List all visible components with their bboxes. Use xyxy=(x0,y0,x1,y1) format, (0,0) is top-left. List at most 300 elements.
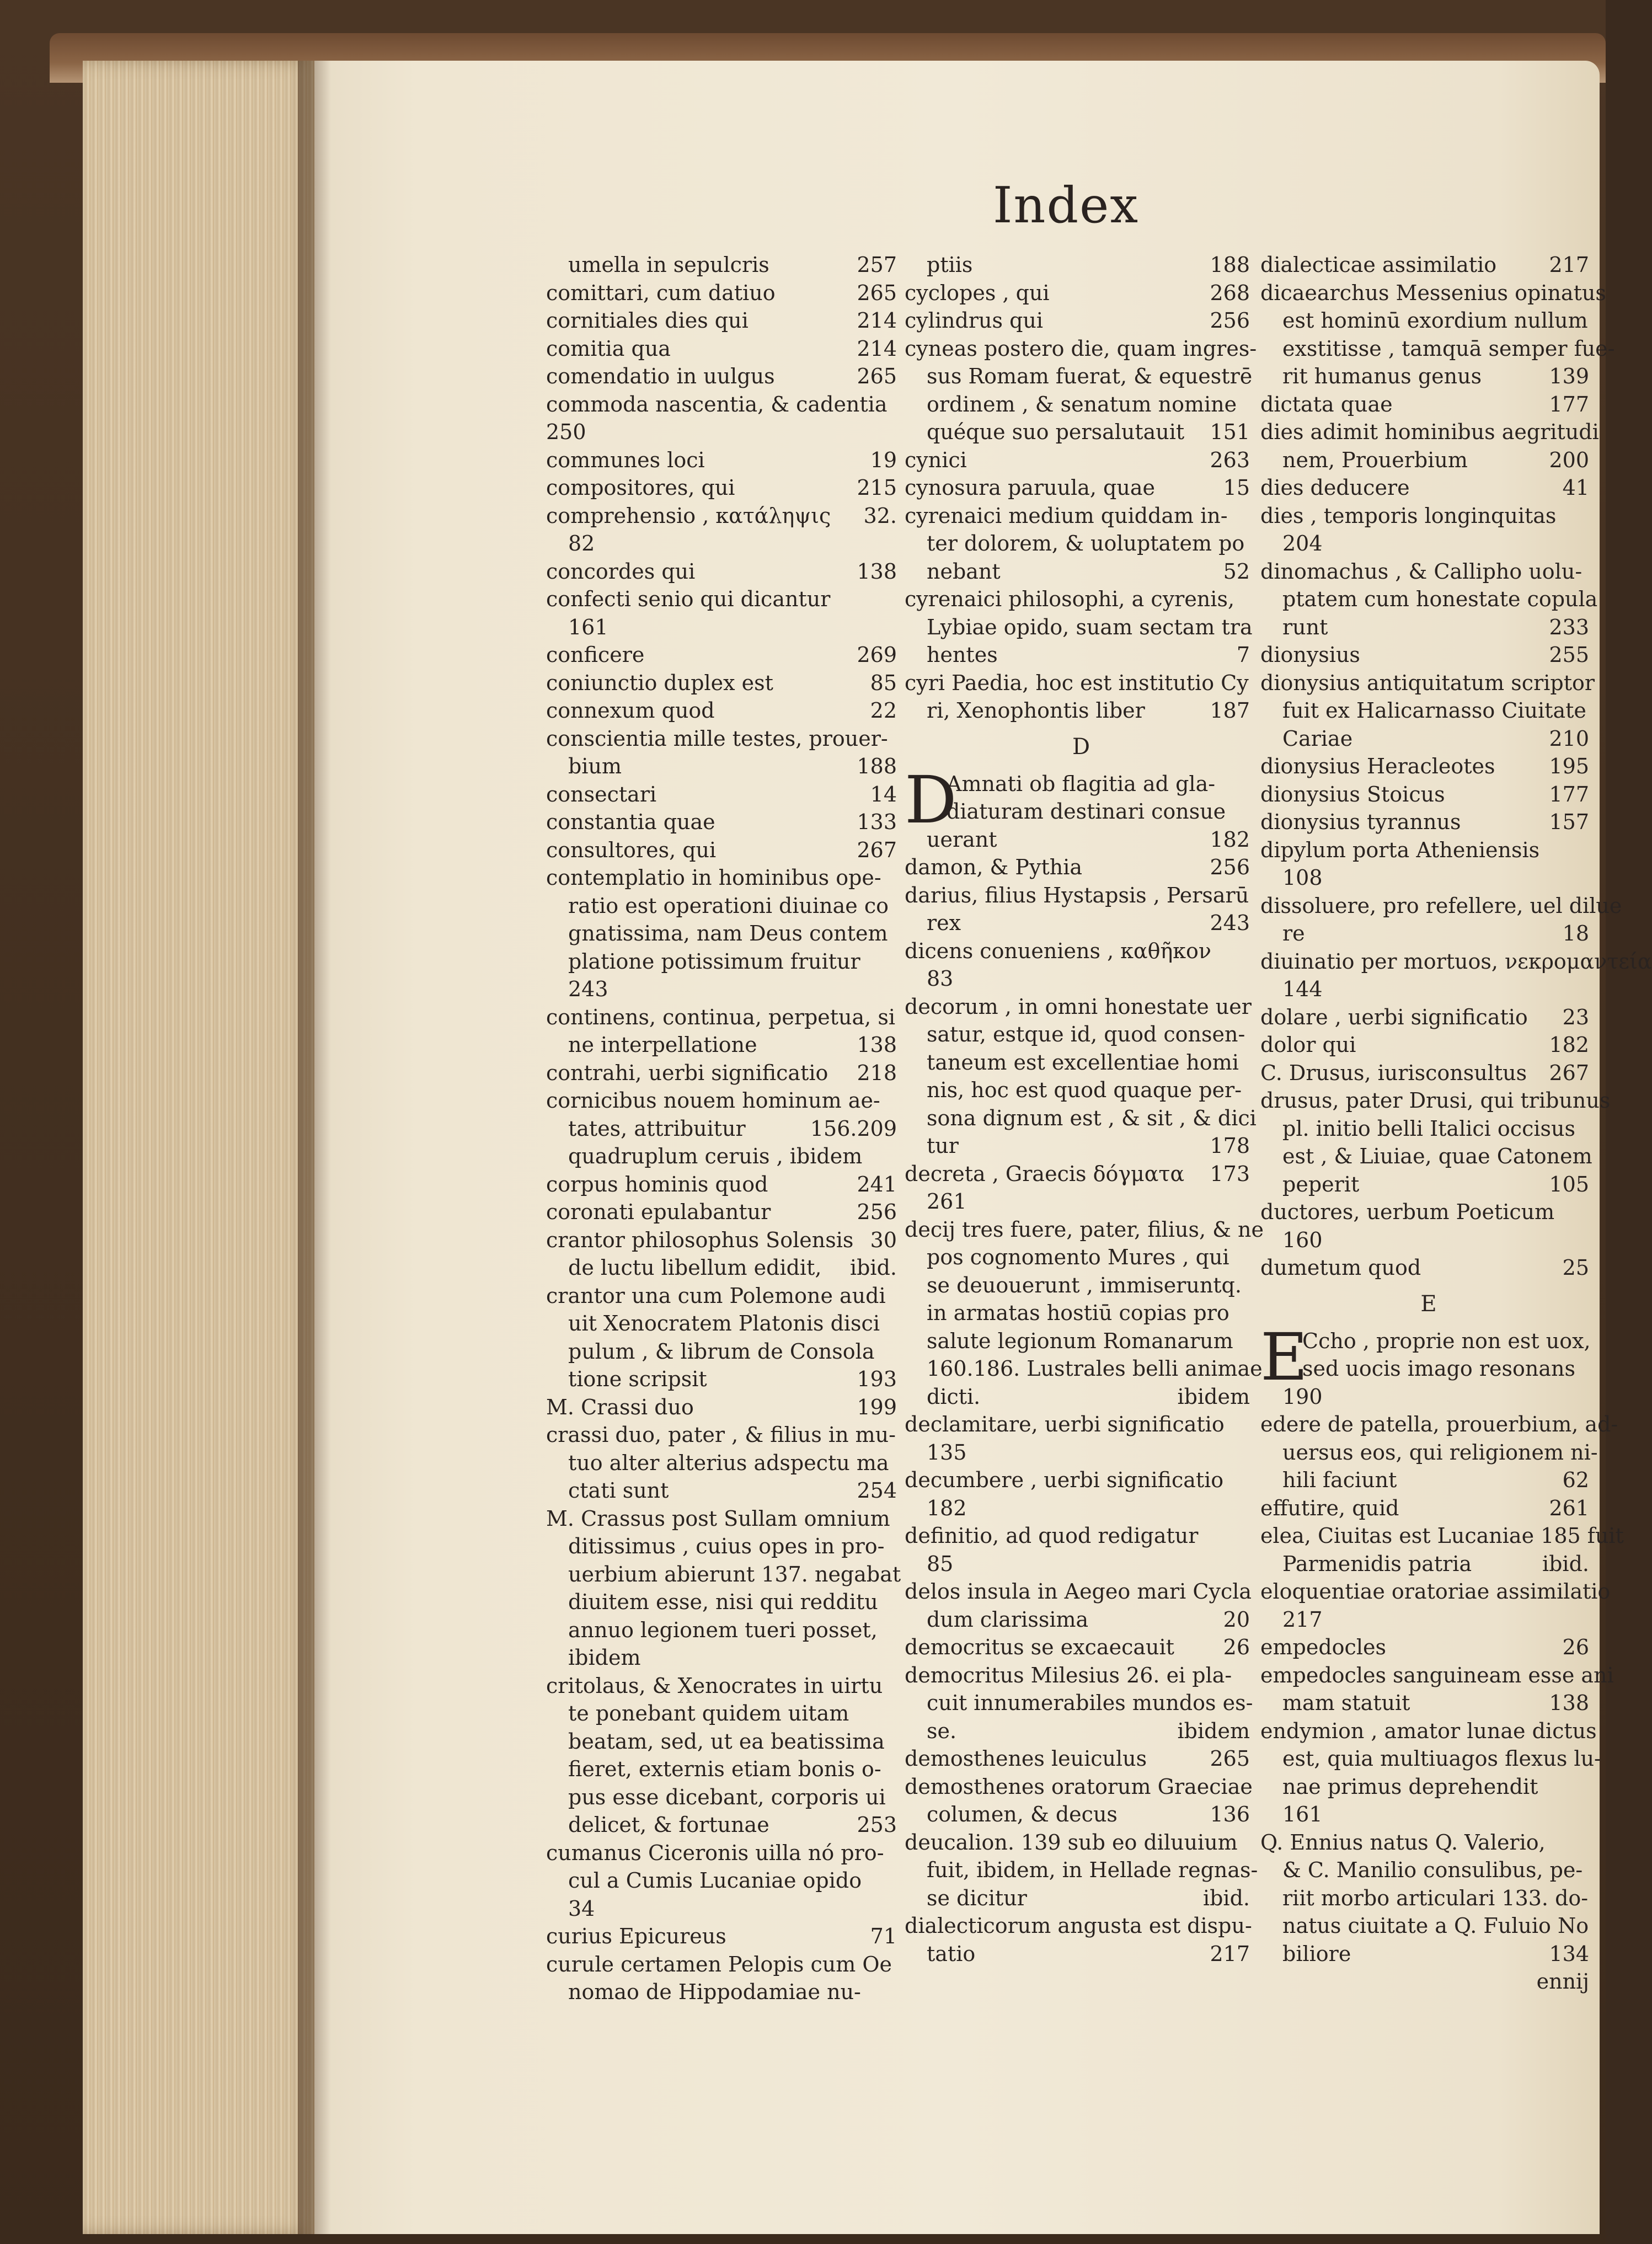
index-entry xyxy=(905,965,1258,993)
entry-term: comittari, cum datiuo xyxy=(546,280,776,305)
index-entry xyxy=(1260,1689,1597,1717)
entry-term: constantia quae xyxy=(546,810,715,834)
index-entry xyxy=(546,920,905,948)
index-entry xyxy=(546,307,905,335)
index-entry xyxy=(1260,1522,1624,1550)
index-entry xyxy=(1260,279,1606,307)
index-entry xyxy=(905,1466,1258,1494)
entry-term: concordes qui xyxy=(546,559,696,584)
entry-term: conficere xyxy=(546,643,645,667)
index-entry xyxy=(1260,585,1597,613)
index-entry xyxy=(905,502,1258,530)
index-column-1 xyxy=(546,251,905,2006)
entry-term: 161 xyxy=(568,615,608,639)
entry-page-number: 214 xyxy=(857,336,897,361)
index-column-3 xyxy=(1260,251,1652,1996)
index-entry xyxy=(1260,1327,1597,1355)
dropcap-letter: E xyxy=(1260,1318,1308,1395)
index-entry xyxy=(546,1616,905,1644)
index-entry xyxy=(546,391,905,419)
entry-page-number: ibidem xyxy=(1177,1718,1250,1743)
entry-term: 160.186. Lustrales belli animae xyxy=(927,1356,1263,1381)
index-entry xyxy=(1260,1003,1597,1032)
entry-page-number: 26 xyxy=(1223,1635,1250,1659)
index-entry xyxy=(546,697,905,725)
index-entry xyxy=(1260,307,1597,335)
entry-term: decij tres fuere, pater, filius, & ne xyxy=(905,1217,1264,1242)
index-entry xyxy=(905,558,1258,586)
entry-page-number: 25 xyxy=(1562,1255,1589,1280)
entry-term: sus Romam fuerat, & equestrē xyxy=(927,364,1253,388)
entry-term: 190 xyxy=(1282,1384,1323,1409)
entry-term: 34 xyxy=(568,1896,595,1921)
index-column-2 xyxy=(905,251,1264,1968)
entry-term: dionysius xyxy=(1260,643,1360,667)
index-entry xyxy=(905,307,1258,335)
entry-term: diuitem esse, nisi qui redditu xyxy=(568,1590,878,1614)
index-entry xyxy=(1260,781,1597,809)
index-entry xyxy=(546,1171,905,1199)
index-entry xyxy=(546,1728,905,1756)
index-entry xyxy=(905,585,1258,613)
entry-term: ditissimus , cuius opes in pro- xyxy=(568,1534,885,1558)
index-entry xyxy=(546,474,905,502)
entry-term: 135 xyxy=(927,1440,967,1465)
index-entry xyxy=(905,937,1258,965)
entry-term: pus esse dicebant, corporis ui xyxy=(568,1784,886,1809)
index-entry xyxy=(905,770,1258,798)
index-entry xyxy=(1260,725,1597,753)
entry-page-number: 15 xyxy=(1223,475,1250,500)
index-entry xyxy=(1260,1912,1597,1940)
entry-page-number: 182 xyxy=(1210,827,1250,852)
entry-term: hentes xyxy=(927,643,998,667)
index-entry xyxy=(546,1338,905,1366)
entry-term: tates, attribuitur xyxy=(568,1116,746,1141)
index-entry xyxy=(905,1410,1258,1439)
entry-term: consultores, qui xyxy=(546,837,717,862)
index-entry xyxy=(546,1978,905,2006)
entry-term: dionysius antiquitatum scriptor xyxy=(1260,670,1595,695)
entry-term: endymion , amator lunae dictus xyxy=(1260,1718,1597,1743)
index-entry xyxy=(905,391,1258,419)
entry-page-number: 32. xyxy=(863,503,897,528)
index-entry xyxy=(546,669,905,697)
index-entry xyxy=(905,1299,1258,1327)
entry-page-number: 156.209 xyxy=(810,1116,897,1141)
index-entry xyxy=(546,1672,905,1700)
entry-term: fieret, externis etiam bonis o- xyxy=(568,1757,881,1781)
entry-term: platione potissimum fruitur xyxy=(568,949,860,974)
index-entry xyxy=(905,1856,1258,1884)
index-entry xyxy=(546,362,905,391)
index-entry xyxy=(1260,1884,1597,1912)
entry-term: diuinatio per mortuos, νεκρομαντεία xyxy=(1260,949,1652,974)
entry-term: dolor qui xyxy=(1260,1033,1356,1057)
entry-term: dionysius Heracleotes xyxy=(1260,754,1495,778)
index-entry xyxy=(1260,362,1597,391)
index-entry xyxy=(1260,1856,1597,1884)
entry-term: gnatissima, nam Deus contem xyxy=(568,921,888,945)
entry-page-number: ibid. xyxy=(1542,1551,1589,1576)
index-entry xyxy=(1260,1383,1597,1411)
entry-term: columen, & decus xyxy=(927,1802,1118,1826)
entry-term: sed uocis imago resonans xyxy=(1302,1356,1576,1381)
entry-term: exstitisse , tamquā semper fue- xyxy=(1282,336,1615,361)
entry-term: dumetum quod xyxy=(1260,1255,1421,1280)
entry-term: rit humanus genus xyxy=(1282,364,1482,388)
entry-term: mam statuit xyxy=(1282,1691,1410,1715)
entry-term: communes loci xyxy=(546,447,705,472)
entry-term: & C. Manilio consulibus, pe- xyxy=(1282,1858,1583,1882)
entry-term: consectari xyxy=(546,782,657,806)
entry-term: cylindrus qui xyxy=(905,308,1044,333)
index-entry xyxy=(905,1661,1258,1690)
entry-page-number: 193 xyxy=(857,1367,897,1391)
index-entry xyxy=(905,1021,1258,1049)
entry-term: dictata quae xyxy=(1260,392,1393,416)
entry-term: tur xyxy=(927,1134,959,1158)
index-entry xyxy=(546,948,905,976)
section-letter-heading: E xyxy=(1420,1291,1437,1317)
entry-page-number: 261 xyxy=(1549,1495,1589,1520)
index-entry xyxy=(905,853,1258,881)
entry-term: comitia qua xyxy=(546,336,671,361)
index-entry xyxy=(546,1867,905,1895)
entry-term: runt xyxy=(1282,615,1328,639)
index-entry xyxy=(546,1226,905,1254)
index-entry xyxy=(546,892,905,920)
entry-term: nebant xyxy=(927,559,1001,584)
entry-term: se. xyxy=(927,1718,957,1743)
entry-term: Cariae xyxy=(1282,726,1353,751)
entry-page-number: 178 xyxy=(1210,1134,1250,1158)
entry-term: contemplatio in hominibus ope- xyxy=(546,865,881,890)
entry-term: de luctu libellum edidit, xyxy=(568,1255,822,1280)
index-entry xyxy=(1260,948,1652,976)
entry-page-number: 20 xyxy=(1223,1607,1250,1632)
index-entry xyxy=(1260,1968,1597,1996)
entry-page-number: 157 xyxy=(1549,810,1589,834)
index-entry xyxy=(1260,1829,1597,1857)
entry-term: continens, continua, perpetua, si xyxy=(546,1005,895,1029)
index-entry xyxy=(546,279,905,307)
entry-term: 82 xyxy=(568,531,595,555)
entry-term: commoda nascentia, & cadentia xyxy=(546,392,888,416)
entry-term: cynici xyxy=(905,447,967,472)
entry-term: nis, hoc est quod quaque per- xyxy=(927,1078,1242,1102)
index-entry xyxy=(546,1059,905,1087)
index-entry xyxy=(546,1393,905,1422)
entry-term: ri, Xenophontis liber xyxy=(927,698,1145,723)
entry-page-number: 71 xyxy=(870,1924,897,1948)
index-entry xyxy=(905,798,1258,826)
entry-term: dialecticorum angusta est dispu- xyxy=(905,1914,1252,1938)
dropcap-letter: D xyxy=(905,761,957,838)
index-entry xyxy=(546,975,905,1003)
dropcap-block xyxy=(905,761,1258,838)
entry-term: uersus eos, qui religionem ni- xyxy=(1282,1440,1598,1465)
entry-term: deucalion. 139 sub eo diluuium xyxy=(905,1830,1238,1855)
entry-term: diaturam destinari consue xyxy=(947,799,1226,824)
index-entry xyxy=(1260,1800,1597,1829)
index-entry xyxy=(905,1940,1258,1968)
index-entry xyxy=(546,1755,905,1783)
index-entry xyxy=(546,1477,905,1505)
entry-term: curius Epicureus xyxy=(546,1924,726,1948)
entry-term: uerbium abierunt 137. negabat xyxy=(568,1562,901,1586)
entry-page-number: 214 xyxy=(857,308,897,333)
index-entry xyxy=(1260,251,1597,279)
entry-term: comendatio in uulgus xyxy=(546,364,775,388)
index-entry xyxy=(546,1588,905,1616)
entry-term: cyneas postero die, quam ingres- xyxy=(905,336,1257,361)
index-entry xyxy=(905,1494,1258,1522)
entry-page-number: 187 xyxy=(1210,698,1250,723)
index-entry xyxy=(905,1884,1258,1912)
entry-term: cul a Cumis Lucaniae opido xyxy=(568,1868,862,1893)
entry-term: crassi duo, pater , & filius in mu- xyxy=(546,1423,896,1447)
entry-term: quéque suo persalutauit xyxy=(927,420,1185,444)
entry-term: est hominū exordium nullum xyxy=(1282,308,1588,333)
entry-term: rex xyxy=(927,911,961,935)
index-entry xyxy=(905,1188,1258,1216)
index-entry xyxy=(1260,1633,1597,1661)
index-entry xyxy=(905,697,1258,725)
index-entry xyxy=(905,1104,1258,1132)
entry-term: empedocles sanguineam esse ani xyxy=(1260,1663,1614,1687)
index-entry xyxy=(905,1633,1258,1661)
entry-term: dies , temporis longinquitas xyxy=(1260,503,1557,528)
entry-page-number: ibidem xyxy=(1177,1384,1250,1409)
entry-page-number: 269 xyxy=(857,643,897,667)
index-entry xyxy=(546,1365,905,1393)
entry-term: decreta , Graecis δόγματα xyxy=(905,1161,1185,1186)
index-entry xyxy=(546,725,905,753)
index-entry xyxy=(546,1254,905,1282)
entry-page-number: 256 xyxy=(1210,855,1250,879)
index-entry xyxy=(1260,558,1597,586)
index-entry xyxy=(546,1561,905,1589)
entry-term: ductores, uerbum Poeticum xyxy=(1260,1200,1555,1224)
entry-term: conscientia mille testes, prouer- xyxy=(546,726,888,751)
index-entry xyxy=(905,1745,1258,1773)
entry-term: dinomachus , & Callipho uolu- xyxy=(1260,559,1583,584)
entry-term: elea, Ciuitas est Lucaniae 185 fuit xyxy=(1260,1524,1624,1548)
entry-term: empedocles xyxy=(1260,1635,1386,1659)
entry-term: 85 xyxy=(927,1551,954,1576)
entry-page-number: 267 xyxy=(1549,1060,1589,1085)
entry-page-number: 105 xyxy=(1549,1172,1589,1196)
entry-term: ter dolorem, & uoluptatem po xyxy=(927,531,1245,555)
entry-page-number: 182 xyxy=(1549,1033,1589,1057)
entry-term: M. Crassi duo xyxy=(546,1395,694,1419)
entry-term: cornicibus nouem hominum ae- xyxy=(546,1088,880,1113)
entry-term: dissoluere, pro refellere, uel dilue xyxy=(1260,893,1622,918)
entry-term: eloquentiae oratoriae assimilatio xyxy=(1260,1579,1611,1604)
index-entry xyxy=(1260,1059,1597,1087)
index-entry xyxy=(1260,864,1597,892)
entry-page-number: 188 xyxy=(857,754,897,778)
index-entry xyxy=(1260,1717,1597,1745)
index-entry xyxy=(546,1310,905,1338)
index-entry xyxy=(546,781,905,809)
index-entry xyxy=(905,251,1258,279)
index-entry xyxy=(546,1449,905,1477)
entry-page-number: 265 xyxy=(1210,1746,1250,1771)
index-entry xyxy=(905,1550,1258,1578)
entry-term: dies deducere xyxy=(1260,475,1410,500)
index-entry xyxy=(905,1773,1258,1801)
entry-page-number: 199 xyxy=(857,1395,897,1419)
index-entry xyxy=(1260,335,1615,363)
entry-term: connexum quod xyxy=(546,698,715,723)
entry-term: umella in sepulcris xyxy=(568,253,769,277)
index-entry xyxy=(546,1922,905,1951)
entry-term: ratio est operationi diuinae co xyxy=(568,893,889,918)
entry-term: crantor philosophus Solensis xyxy=(546,1227,854,1252)
entry-term: uerant xyxy=(927,827,997,852)
entry-term: 217 xyxy=(1282,1607,1323,1632)
index-entry xyxy=(546,1811,905,1839)
index-entry xyxy=(546,1115,905,1143)
entry-term: crantor una cum Polemone audi xyxy=(546,1283,886,1308)
entry-term: in armatas hostiū copias pro xyxy=(927,1301,1229,1325)
entry-term: coniunctio duplex est xyxy=(546,670,773,695)
entry-term: nomao de Hippodamiae nu- xyxy=(568,1980,861,2004)
entry-term: dialecticae assimilatio xyxy=(1260,253,1497,277)
entry-page-number: 268 xyxy=(1210,280,1250,305)
index-entry xyxy=(905,993,1258,1021)
index-entry xyxy=(546,1282,905,1310)
index-entry xyxy=(546,585,905,613)
entry-term: annuo legionem tueri posset, xyxy=(568,1617,878,1642)
index-entry xyxy=(546,446,905,474)
index-entry xyxy=(905,1578,1258,1606)
entry-term: confecti senio qui dicantur xyxy=(546,587,831,611)
index-entry xyxy=(546,1142,905,1171)
entry-page-number: 133 xyxy=(857,810,897,834)
index-entry xyxy=(546,808,905,836)
entry-term: cynosura paruula, quae xyxy=(905,475,1155,500)
entry-page-number: 265 xyxy=(857,280,897,305)
index-entry xyxy=(1260,1745,1601,1773)
entry-term: te ponebant quidem uitam xyxy=(568,1701,849,1725)
entry-term: 261 xyxy=(927,1189,967,1214)
index-entry xyxy=(1260,752,1597,781)
entry-term: cyrenaici philosophi, a cyrenis, xyxy=(905,587,1235,611)
entry-term: corpus hominis quod xyxy=(546,1172,768,1196)
entry-page-number: 267 xyxy=(857,837,897,862)
entry-term: quadruplum ceruis , ibidem xyxy=(568,1144,863,1168)
entry-page-number: 200 xyxy=(1549,447,1589,472)
entry-term: nem, Prouerbium xyxy=(1282,447,1468,472)
entry-term: Q. Ennius natus Q. Valerio, xyxy=(1260,1830,1546,1855)
index-entry xyxy=(905,909,1258,937)
index-entry xyxy=(1260,1171,1597,1199)
entry-term: dionysius tyrannus xyxy=(1260,810,1461,834)
index-entry xyxy=(905,881,1258,910)
entry-page-number: 85 xyxy=(870,670,897,695)
index-entry xyxy=(1260,641,1597,669)
entry-term: definitio, ad quod redigatur xyxy=(905,1524,1199,1548)
index-entry xyxy=(905,1829,1258,1857)
entry-term: declamitare, uerbi significatio xyxy=(905,1412,1225,1436)
entry-term: 144 xyxy=(1282,977,1323,1001)
entry-term: beatam, sed, ut ea beatissima xyxy=(568,1729,885,1754)
index-entry xyxy=(905,1160,1258,1188)
entry-term: se dicitur xyxy=(927,1885,1027,1910)
entry-term: dum clarissima xyxy=(927,1607,1089,1632)
index-entry xyxy=(546,1700,905,1728)
entry-term: coronati epulabantur xyxy=(546,1200,771,1224)
entry-page-number: 22 xyxy=(870,698,897,723)
index-entry xyxy=(1260,836,1597,864)
entry-term: comprehensio , κατάληψις xyxy=(546,503,831,528)
index-entry xyxy=(1260,1550,1597,1578)
entry-term: cyrenaici medium quiddam in- xyxy=(905,503,1228,528)
entry-term: Lybiae opido, suam sectam tra xyxy=(927,615,1253,639)
entry-page-number: 217 xyxy=(1210,1941,1250,1966)
index-entry xyxy=(1260,1439,1597,1467)
entry-term: democritus se excaecauit xyxy=(905,1635,1174,1659)
entry-term: dicaearchus Messenius opinatus xyxy=(1260,280,1606,305)
index-entry xyxy=(546,864,905,892)
index-entry xyxy=(1260,1226,1597,1254)
entry-term: curule certamen Pelopis cum Oe xyxy=(546,1952,892,1976)
index-entry xyxy=(546,1532,905,1561)
entry-term: Amnati ob flagitia ad gla- xyxy=(947,771,1216,796)
index-entry xyxy=(546,1839,905,1867)
index-entry xyxy=(546,613,905,642)
entry-term: tione scripsit xyxy=(568,1367,707,1391)
index-entry xyxy=(1260,1355,1597,1383)
index-entry xyxy=(1260,446,1597,474)
entry-term: ibidem xyxy=(568,1645,641,1670)
index-entry xyxy=(1260,530,1597,558)
index-entry xyxy=(1260,1578,1611,1606)
entry-page-number: ibid. xyxy=(1202,1885,1250,1910)
entry-term: decumbere , uerbi significatio xyxy=(905,1468,1224,1492)
entry-term: ordinem , & senatum nomine xyxy=(927,392,1237,416)
index-entry xyxy=(1260,1087,1611,1115)
index-entry xyxy=(905,1522,1258,1550)
entry-term: 204 xyxy=(1282,531,1323,555)
index-entry xyxy=(546,1003,905,1032)
entry-term: 83 xyxy=(927,966,954,991)
index-entry xyxy=(905,1606,1258,1634)
index-entry xyxy=(905,335,1258,363)
entry-term: effutire, quid xyxy=(1260,1495,1399,1520)
index-entry xyxy=(1260,1773,1597,1801)
index-entry xyxy=(546,1198,905,1226)
entry-page-number: 215 xyxy=(857,475,897,500)
entry-term: democritus Milesius 26. ei pla- xyxy=(905,1663,1232,1687)
entry-page-number: 151 xyxy=(1210,420,1250,444)
entry-page-number: 52 xyxy=(1223,559,1250,584)
entry-term: cyclopes , qui xyxy=(905,280,1050,305)
index-entry xyxy=(1260,920,1597,948)
index-entry xyxy=(1260,1254,1597,1282)
entry-term: peperit xyxy=(1282,1172,1360,1196)
entry-term: 243 xyxy=(568,977,608,1001)
entry-term: dipylum porta Atheniensis xyxy=(1260,837,1540,862)
index-entry xyxy=(905,1800,1258,1829)
entry-term: salute legionum Romanarum xyxy=(927,1328,1233,1353)
entry-page-number: 243 xyxy=(1210,911,1250,935)
entry-term: pos cognomento Mures , qui xyxy=(927,1245,1229,1269)
entry-term: edere de patella, prouerbium, ad- xyxy=(1260,1412,1618,1436)
